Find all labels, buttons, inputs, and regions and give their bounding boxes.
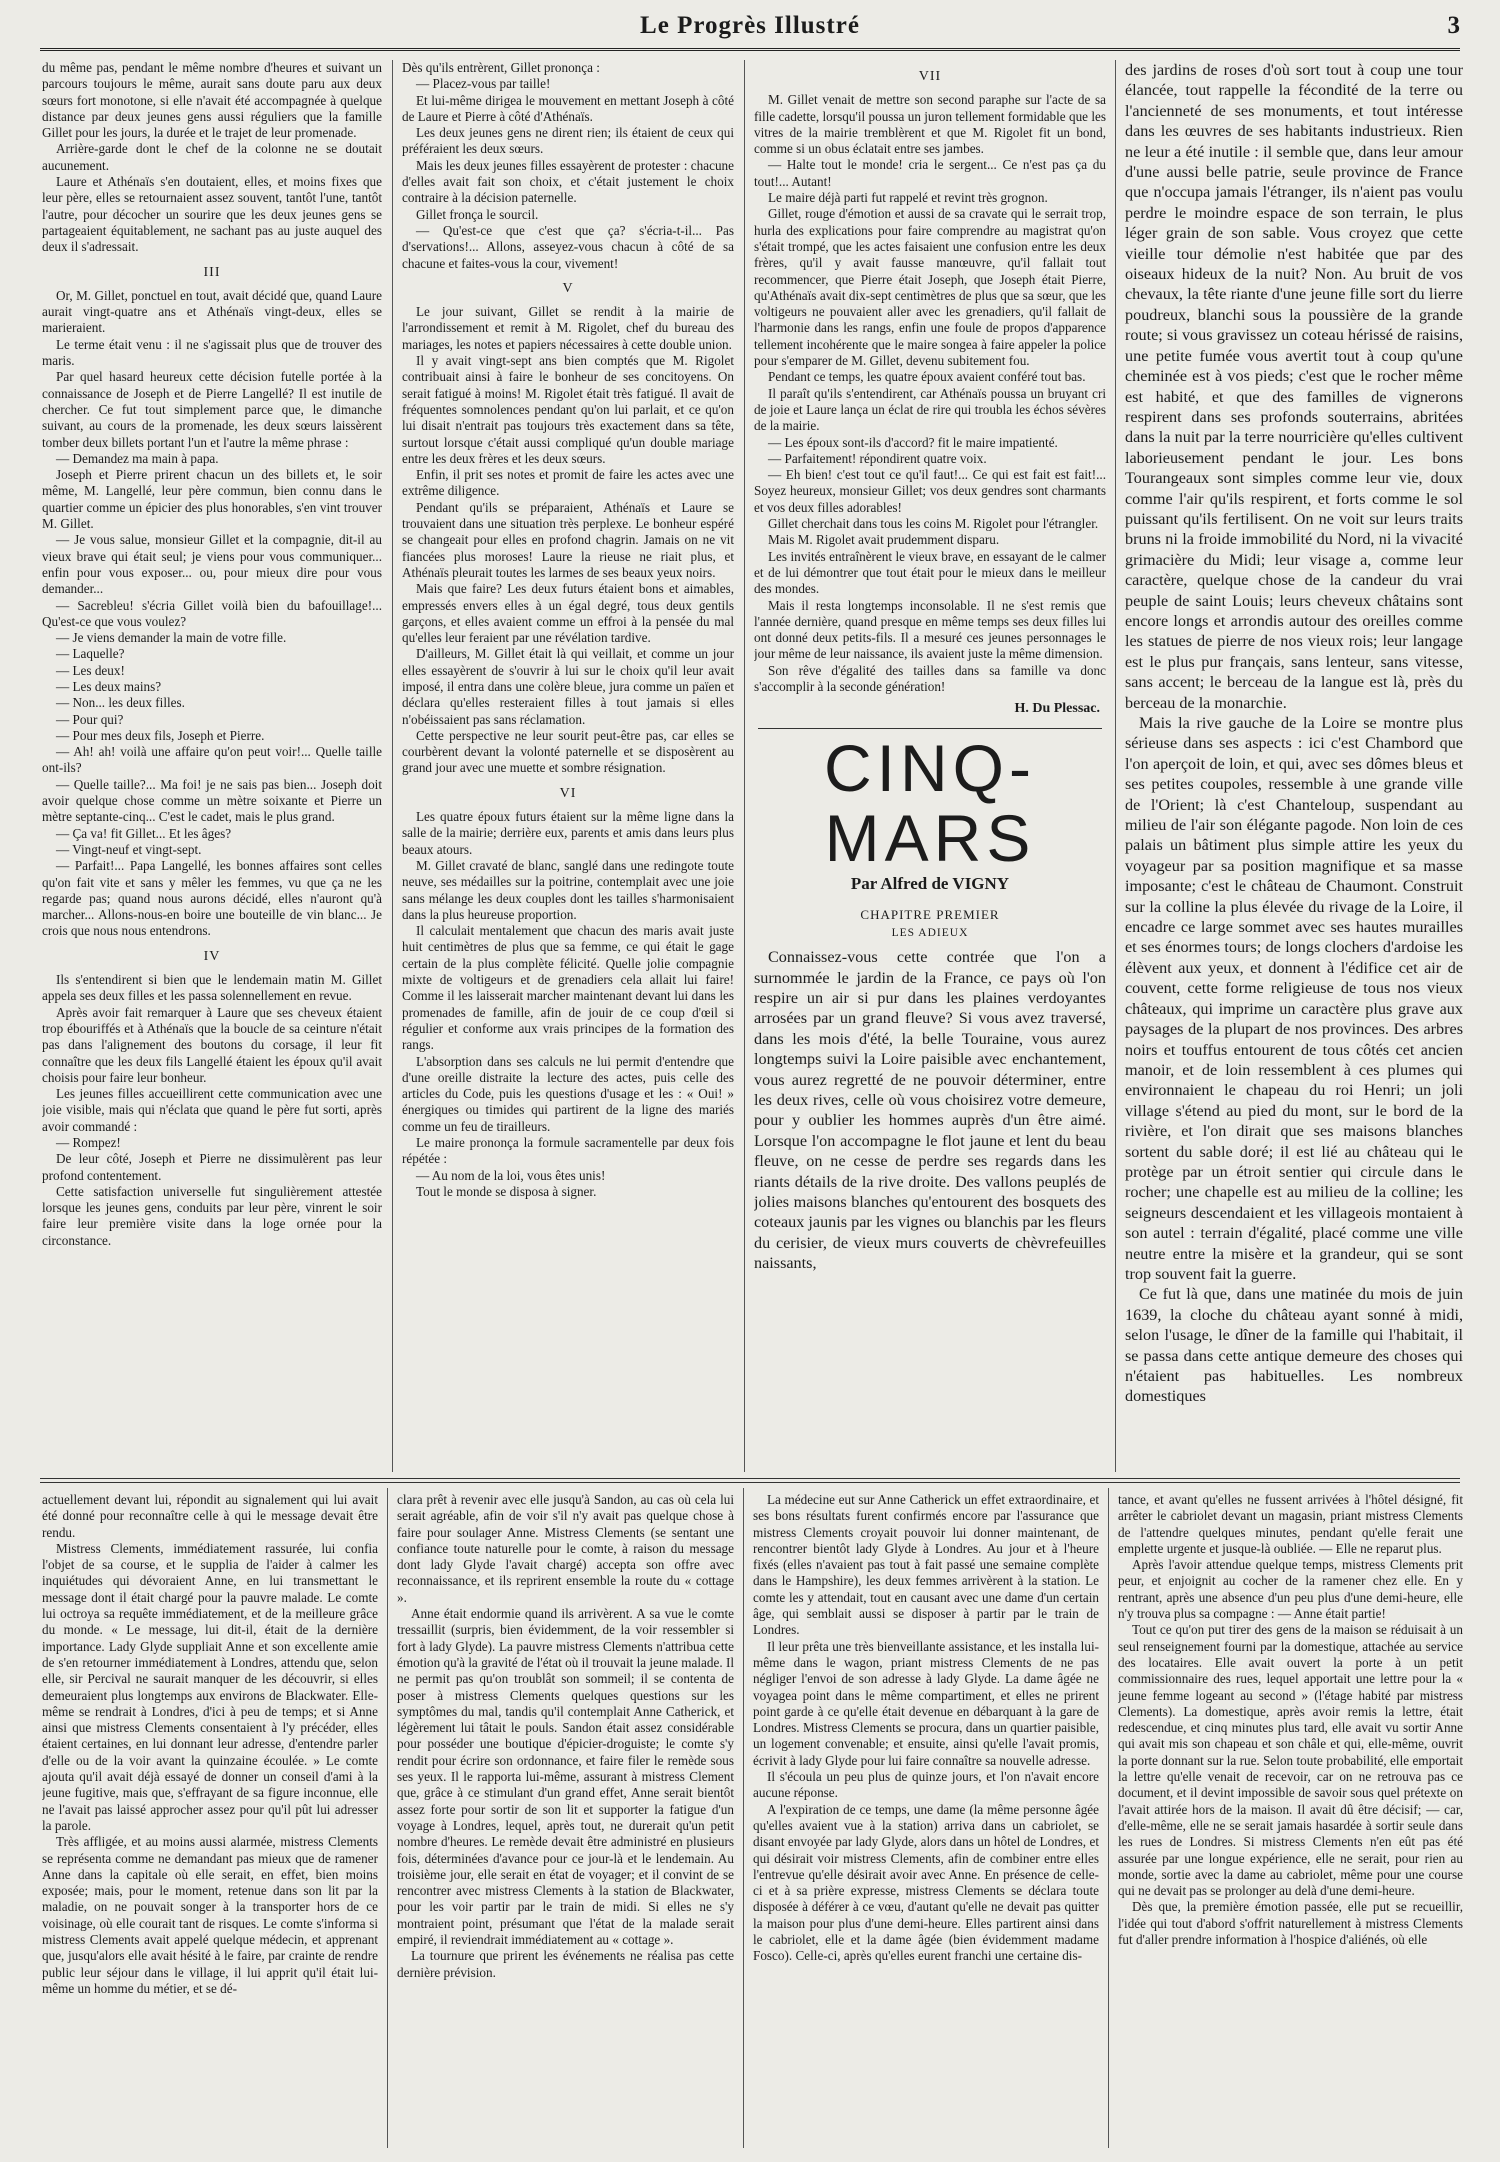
paragraph: Il leur prêta une très bienveillante assistance, et les installa lui-même dans le wagon, priant mistress Clements de ne pas négliger l'envoi de son adresse à lady Glyde. La dame âgée ne voyagea point dans le même compartiment, et elles ne prirent point garde à ce qu'elle était devenue en débarquant à la gare de Londres. Mistress Clements se procura, dans un quartier paisible, un logement convenable; et ensuite, ainsi qu'elle l'avait promis, écrivit à lady Glyde pour lui faire connaître sa nouvelle adresse. bbox=[753, 1638, 1099, 1768]
column-rule bbox=[1115, 60, 1116, 1472]
section-separator bbox=[40, 1478, 1460, 1483]
paragraph: — Laquelle? bbox=[56, 646, 125, 662]
paragraph: Ce fut là que, dans une matinée du mois de juin 1639, la cloche du château ayant sonné à midi, selon l'usage, le dîner de la famille qui l'habitait, il se passa dans cette antique demeure des choses qui n'étaient pas habituelles. Les nombreux domestiques bbox=[1125, 1285, 1463, 1406]
page-number: 3 bbox=[1447, 12, 1460, 39]
paragraph: Les deux jeunes gens ne dirent rien; ils étaient de ceux qui préféraient les deux sœurs. bbox=[402, 125, 734, 157]
paragraph: Tout ce qu'on put tirer des gens de la maison se réduisait à un seul renseignement fourni par la domestique, attachée au service des locataires. Elle avait ouvert la porte à un petit commissionnaire des rues, lequel apportait une lettre pour la « jeune femme logeant au second » (l'étage habité par mistress Clements). La domestique, après avoir remis la lettre, était redescendue, et cinq minutes plus tard, elle avait vu sortir Anne qui avait mis son chapeau et son châle et qui, elle-même, ouvrit la porte donnant sur la rue. Selon toute probabilité, elle emportait la lettre qu'elle venait de recevoir, car on ne retrouva pas ce document, et il devint impossible de savoir sous quel prétexte on l'avait attirée hors de la maison. Il avait dû être décisif; — car, d'elle-même, elle ne se serait jamais hasardée à sortir seule dans les rues de Londres. Si mistress Clements n'en eût pas été assurée par une longue expérience, elle ne serait, pour rien au monde, sortie avec la dame au cabriolet, même pour une course qui ne devait pas se prolonger au delà d'une demi-heure. bbox=[1118, 1622, 1463, 1899]
paragraph: M. Gillet venait de mettre son second paraphe sur l'acte de sa fille cadette, lorsqu'il poussa un juron tellement formidable que les vitres de la mairie tremblèrent et que M. Rigolet fit un bond, comme si un obus éclatait entre ses jambes. bbox=[754, 92, 1106, 157]
paragraph: Mais les deux jeunes filles essayèrent de protester : chacune d'elles avait fait son choix, et c'était justement le choix contraire à la décision paternelle. bbox=[402, 157, 734, 206]
paragraph: — Pour mes deux fils, Joseph et Pierre. bbox=[56, 727, 265, 743]
paragraph: La tournure que prirent les événements ne réalisa pas cette dernière prévision. bbox=[397, 1948, 734, 1980]
story-column-3 bbox=[754, 60, 1106, 1472]
paragraph: Joseph et Pierre prirent chacun un des billets et, le soir même, M. Langellé, leur père commun, bien connu dans le quartier comme un épicier des plus honorables, s'en vint trouver M. Gillet. bbox=[42, 467, 382, 532]
paragraph: Arrière-garde dont le chef de la colonne ne se doutait aucunement. bbox=[42, 141, 382, 173]
paragraph: Dès qu'ils entrèrent, Gillet prononça : bbox=[402, 60, 600, 75]
section-number: VI bbox=[559, 785, 577, 801]
paragraph: La médecine eut sur Anne Catherick un effet extraordinaire, et ses bons résultats furent confirmés encore par l'assurance que mistress Clements croyait pouvoir lui donner maintenant, de rencontrer bientôt lady Glyde à Londres. Au jour et à l'heure fixés (elles n'avaient pas tout à fait passé une semaine complète dans le Hampshire), les deux femmes arrivèrent à la station. Le comte les y attendait, tout en causant avec une dame d'un certain âge, qui semblait aussi se disposer à partir par le train de Londres. bbox=[753, 1492, 1099, 1638]
paragraph: — Parfaitement! répondirent quatre voix. bbox=[768, 450, 987, 466]
paragraph: Mais il resta longtemps inconsolable. Il ne s'est remis que l'année dernière, quand presque en même temps ses deux filles lui ont donné deux petits-fils. Il a mesuré ces jeunes personnages le jour même de leur naissance, ils avaient juste la même dimension. bbox=[754, 597, 1106, 662]
column-rule bbox=[392, 60, 393, 1472]
paragraph: — Demandez ma main à papa. bbox=[56, 450, 219, 466]
section-number: III bbox=[203, 264, 221, 280]
paragraph: — Les deux mains? bbox=[56, 678, 162, 694]
paragraph: A l'expiration de ce temps, une dame (la même personne âgée qu'elles avaient vue à la station) arriva dans un cabriolet, se disant envoyée par lady Glyde, alors dans un hôtel de Londres, et qui désirait voir mistress Clements, afin de combiner entre elles l'entrevue qu'elle désirait avoir avec Anne. En présence de celle-ci et à sa prière expresse, mistress Clements se déclara toute disposée à déférer à ce vœu, d'autant qu'elle ne devait pas quitter la maison pour plus d'une demi-heure. Elles partirent ainsi dans le cabriolet, elle et la dame âgée (bien évidemment madame Fosco). Celle-ci, après qu'elles eurent franchi une certaine dis- bbox=[753, 1801, 1099, 1964]
story-column-2 bbox=[402, 60, 734, 1472]
paragraph: Ils s'entendirent si bien que le lendemain matin M. Gillet appela ses deux filles et les passa solennellement en revue. bbox=[42, 972, 382, 1004]
novel-author: Par Alfred de VIGNY bbox=[850, 873, 1010, 893]
paragraph: actuellement devant lui, répondit au signalement qui lui avait été donné pour reconnaître celle à qui le message devait être rendu. bbox=[42, 1492, 378, 1540]
paragraph: — Je vous salue, monsieur Gillet et la compagnie, dit-il au vieux brave qui était seul; je viens pour vous communiquer... enfin pour vous exposer... ou, pour mieux dire pour vous demander... bbox=[42, 532, 382, 597]
paragraph: — Quelle taille?... Ma foi! je ne sais pas bien... Joseph doit avoir quelque chose comme un mètre soixante et Pierre un mètre septante-cinq... C'est le cadet, mais le plus grand. bbox=[42, 776, 382, 825]
paragraph: Très affligée, et au moins aussi alarmée, mistress Clements se représenta comme ne demandant pas mieux que de ramener Anne dans la capitale où elle serait, en effet, bien moins exposée; mais, pour le moment, retenue dans son lit par la maladie, on ne pouvait songer à la transporter hors de ce voisinage, où elle courait tant de risques. Le comte s'informa si mistress Clements avait appelé quelque médecin, et apprenant que, jusqu'alors elle avait hésité à le faire, par crainte de rendre public leur séjour dans le village, il lui apprit qu'il était lui-même un homme du métier, et se dé- bbox=[42, 1834, 378, 1996]
paragraph: — Eh bien! c'est tout ce qu'il faut!... Ce qui est fait est fait!... Soyez heureux, monsieur Gillet; vos deux gendres sont charmants et vos deux filles adorables! bbox=[754, 467, 1106, 515]
paragraph: Pendant ce temps, les quatre époux avaient conféré tout bas. bbox=[768, 369, 1086, 385]
story-column-1 bbox=[42, 60, 382, 1472]
paragraph: — Ça va! fit Gillet... Et les âges? bbox=[56, 825, 232, 841]
paragraph: tance, et avant qu'elles ne fussent arrivées à l'hôtel désigné, fit arrêter le cabriolet devant un magasin, priant mistress Clements de l'attendre quelques minutes, pendant qu'elle ferait une emplette urgente et jusque-là oubliée. — Elle ne reparut plus. bbox=[1118, 1492, 1463, 1556]
paragraph: Cette perspective ne leur sourit peut-être pas, car elles se courbèrent devant la volonté paternelle et se disposèrent au grand jour avec une muette et sombre résignation. bbox=[402, 727, 734, 776]
paragraph: — Halte tout le monde! cria le sergent... Ce n'est pas ça du tout!... Autant! bbox=[754, 157, 1106, 189]
paragraph: — Au nom de la loi, vous êtes unis! bbox=[416, 1167, 606, 1183]
paragraph: D'ailleurs, M. Gillet était là qui veillait, et comme un jour elles essayèrent de s'ouvrir à lui sur le choix qu'il leur avait imposé, il entra dans une colère bleue, jura comme un païen et déclara qu'elles resteraient filles à tout jamais si elles n'obéissaient pas sans réclamation. bbox=[402, 646, 734, 727]
paragraph: Anne était endormie quand ils arrivèrent. A sa vue le comte tressaillit (surpris, bien évidemment, de la voir ressembler si fort à lady Glyde). La pauvre mistress Clements n'attribua cette émotion qu'à la gravité de l'état où il trouvait la jeune malade. Il ne permit pas qu'on troublât son sommeil; il se contenta de poser à mistress Clements quelques questions sur les symptômes du mal, tandis qu'il contemplait Anne Catherick, et légèrement lui tâtait le pouls. Sandon était assez considérable pour posséder une boutique d'épicier-droguiste; le comte s'y rendit pour écrire son ordonnance, et faire filer le remède sous ses yeux. Il le rapporta lui-même, assurant à mistress Clement que, grâce à ce stimulant d'un grand effet, Anne serait bientôt assez forte pour sortir de son lit et supporter la fatigue d'un voyage à Londres, lequel, après tout, ne durerait qu'un petit nombre d'heures. Le remède devait être administré en plusieurs fois, déterminées d'avance pour ce jour-là et le lendemain. Au troisième jour, elle serait en état de voyager; et il convint de se rencontrer avec mistress Clements à la station de Blackwater, pour les voir partir par le train de midi. Si elles ne s'y montraient point, présumant que l'état de la malade serait empiré, il reviendrait immédiatement au « cottage ». bbox=[397, 1606, 734, 1948]
paragraph: Il y avait vingt-sept ans bien comptés que M. Rigolet contribuait ainsi à faire le bonheur de ses concitoyens. On serait fatigué à moins! M. Rigolet était très fatigué. Il avait de fréquentes somnolences pendant qu'on lui parlait, et ce qu'on lui disait n'entrait pas toujours très exactement dans sa tête, surtout lorsque c'était aussi compliqué qu'un double mariage entre les deux frères et les deux sœurs. bbox=[402, 353, 734, 466]
paragraph: Et lui-même dirigea le mouvement en mettant Joseph à côté de Laure et Pierre à côté d'Athénaïs. bbox=[402, 92, 734, 124]
paragraph: — Sacrebleu! s'écria Gillet voilà bien du bafouillage!... Qu'est-ce que vous voulez? bbox=[42, 597, 382, 629]
paragraph: Le terme était venu : il ne s'agissait plus que de trouver des maris. bbox=[42, 336, 382, 369]
paragraph: — Pour qui? bbox=[56, 711, 124, 727]
paragraph: Mais la rive gauche de la Loire se montre plus sérieuse dans ses aspects : ici c'est Chambord que l'on aperçoit de loin, et qui, avec ses dômes bleus et ses petites coupoles, ressemble à une grande ville de l'Orient; là c'est Chanteloup, suspendant au milieu de l'air son élégante pagode. Non loin de ces palais un bâtiment plus simple attire les yeux du voyageur par sa position magnifique et sa masse imposante; c'est le château de Chaumont. Construit sur la colline la plus élevée du rivage de la Loire, il encadre ce large sommet avec ses hautes murailles et ses énormes tours; de longs clochers d'ardoise les élèvent aux yeux, et donnent à l'édifice cet air de couvent, cette forme religieuse de tous nos vieux châteaux, qui imprime un caractère plus grave aux paysages de la plupart de nos provinces. Des arbres noirs et touffus entourent de tous côtés cet ancien manoir, et de loin ressemblent à ces plumes qui environnaient le chapeau du roi Henri; un joli village s'étend au pied du mont, sur le bord de la rivière, et l'on dirait que ses maisons blanches sortent du sable doré; il est lié au château qui le protège par un étroit sentier qui circule dans le rocher; une chapelle est au milieu de la colline; les seigneurs descendaient et les villageois montaient à son autel : terrain d'égalité, placé comme une ville neutre entre la misère et la grandeur, qui se sont trop souvent fait la guerre. bbox=[1125, 714, 1463, 1283]
paragraph: Les invités entraînèrent le vieux brave, en essayant de le calmer et de lui démontrer que tout était pour le mieux dans le meilleur des mondes. bbox=[754, 548, 1106, 597]
paragraph: Gillet, rouge d'émotion et aussi de sa cravate qui le serrait trop, hurla des explications pour faire comprendre au magistrat qu'on s'était trompé, que les actes faisaient une confusion entre les deux frères, qu'il y avait fausse manœuvre, qu'il fallait tout recommencer, que Pierre était Joseph, que Joseph était Pierre, qu'Athénaïs avait dix-sept centimètres de plus que sa sœur, que les voltigeurs ne pouvaient aller avec les grenadiers, qu'il fallait de l'harmonie dans les rangs, enfin une foule de propos d'apparence tellement incohérente que le maire songea à faire appeler la police pour s'emparer de M. Gillet, devenu subitement fou. bbox=[754, 206, 1106, 369]
paragraph: Après avoir fait remarquer à Laure que ses cheveux étaient trop ébouriffés et à Athénaïs que la boucle de sa ceinture n'était pas dans l'alignement des boutons du corsage, il leur fit connaître que les deux fils Langellé étaient les époux qu'il avait choisis pour faire leur bonheur. bbox=[42, 1004, 382, 1085]
paragraph: clara prêt à revenir avec elle jusqu'à Sandon, au cas où cela lui serait agréable, afin de voir s'il n'y avait pas quelque chose à faire pour soulager Anne. Mistress Clements (se sentant une confiance toute naturelle pour le comte, à raison du message dont lady Glyde l'avait chargé) accepta son offre avec reconnaissance, et ils reprirent ensemble la route du « cottage ». bbox=[397, 1492, 734, 1605]
paragraph: Les quatre époux futurs étaient sur la même ligne dans la salle de la mairie; derrière eux, parents et amis dans leurs plus beaux atours. bbox=[402, 809, 734, 857]
paragraph: Mais M. Rigolet avait prudemment disparu. bbox=[768, 532, 1000, 548]
serial-column-3 bbox=[753, 1492, 1099, 2150]
paragraph: L'absorption dans ses calculs ne lui permit d'entendre que d'une oreille distraite la lecture des actes, puis celle des articles du Code, puis les questions d'usage et les : « Oui! » énergiques ou timides qui partirent de la ligne des mariés comme un feu de tirailleurs. bbox=[402, 1053, 734, 1134]
column-rule bbox=[387, 1488, 388, 2148]
paragraph: Pendant qu'ils se préparaient, Athénaïs et Laure se trouvaient dans une situation très perplexe. Le bonheur espéré se changeait pour elles en profond chagrin. Jamais on ne vit fiancées plus moroses! Laure la rieuse ne riait plus, et Athénaïs pleurait toutes les larmes de ses beaux yeux noirs. bbox=[402, 499, 734, 580]
column-rule bbox=[1108, 1488, 1109, 2148]
paragraph: Mistress Clements, immédiatement rassurée, lui confia l'objet de sa course, et le supplia de l'aider à calmer les inquiétudes qui dévoraient Anne, en lui transmettant le message dont il était chargé pour la pauvre malade. Le comte lui octroya sa requête immédiatement, et de la meilleure grâce du monde. « Le message, lui dit-il, était de la dernière importance. Lady Glyde suppliait Anne et son excellente amie de s'en retourner immédiatement à Londres, attendu que, selon elle, sir Percival ne saurait manquer de les découvrir, si elles demeuraient plus longtemps aux environs de Blackwater. Elle-même se rendrait à Londres, d'ici à peu de temps; et si Anne ainsi que mistress Clements consentaient à l'y précéder, elles étaient certaines, en lui donnant leur adresse, d'entendre parler d'elle ou de la voir avant la quinzaine écoulée. » Le comte ajouta qu'il avait déjà essayé de donner un conseil d'ami à la jeune fugitive, mais que, s'effrayant de sa figure inconnue, elle ne l'avait pas laissé approcher assez pour qu'il pût lui adresser la parole. bbox=[42, 1540, 378, 1833]
paragraph: Les jeunes filles accueillirent cette communication avec une joie visible, mais qui n'éclata que quand le père fut sorti, après avoir commandé : bbox=[42, 1086, 382, 1134]
paragraph: — Je viens demander la main de votre fille. bbox=[56, 630, 287, 646]
paragraph: Or, M. Gillet, ponctuel en tout, avait décidé que, quand Laure aurait vingt-quatre ans et Athénaïs vingt-deux, elles se marieraient. bbox=[42, 287, 382, 336]
paragraph: Le maire déjà parti fut rappelé et revint très grognon. bbox=[768, 190, 1048, 206]
chapter-title: CHAPITRE PREMIER bbox=[860, 906, 1000, 922]
novel-column-4 bbox=[1125, 60, 1463, 1472]
paragraph: Le jour suivant, Gillet se rendit à la mairie de l'arrondissement et remit à M. Rigolet, chef du bureau des mariages, les notes et papiers nécessaires à cette double union. bbox=[402, 304, 734, 352]
paragraph: des jardins de roses d'où sort tout à coup une tour élancée, tout rappelle la fécondité de la terre ou l'ancienneté de ses monuments, et tout intéresse dans les œuvres de ses habitants industrieux. Rien ne leur a été inutile : il semble que, dans leur amour d'une aussi belle patrie, seule province de France que n'occupa jamais l'étranger, ils n'aient pas voulu perdre le moindre espace de son terrain, le plus léger grain de son sable. Vous croyez que cette vieille tour démolie n'est habitée que par des oiseaux hideux de la nuit? Non. Au bruit de vos chevaux, la tête riante d'une jeune fille sort du lierre poudreux, blanchi sous la poussière de la grande route; si vous gravissez un coteau hérissé de raisins, une petite fumée vous avertit tout à coup qu'une cheminée est à vos pieds; c'est que le rocher même est habité, et que des familles de vignerons respirent dans ses profonds souterrains, abritées dans la nuit par la terre nourricière qu'elles cultivent laborieusement pendant le jour. Les bons Tourangeaux sont simples comme leur vie, doux comme l'air qu'ils respirent, et forts comme le sol puissant qu'ils fertilisent. On ne voit sur leurs traits bruns ni la froide immobilité du Nord, ni la vivacité grimacière du Midi; leur visage a, comme leur caractère, quelque chose de la candeur du vrai peuple de saint Louis; leurs cheveux châtains sont encore longs et arrondis autour des oreilles comme les statues de pierre de nos vieux rois; leur langage est le plus pur français, sans lenteur, sans vitesse, sans accent; le berceau de la langue est là, près du berceau de la monarchie. bbox=[1125, 61, 1463, 712]
serial-column-2 bbox=[397, 1492, 734, 2150]
column-rule bbox=[744, 60, 745, 1472]
serial-column-4 bbox=[1118, 1492, 1463, 2150]
paragraph: Il calculait mentalement que chacun des maris avait juste huit centimètres de plus que sa femme, ce qui était le gage certain de la plus complète félicité. Quelle jolie compagnie mixte de voltigeurs et de grenadiers cela allait lui faire! Comme il les laisserait marcher maintenant devant lui dans les promenades de famille, afin de jouir de ce coup d'œil si régulier et conforme aux vrais principes de la formation des rangs. bbox=[402, 923, 734, 1053]
paragraph: — Rompez! bbox=[56, 1135, 121, 1150]
paragraph: — Qu'est-ce que c'est que ça? s'écria-t-il... Pas d'servations!... Allons, asseyez-vous chacun à côté de sa chacune et faites-vous la cour, vivement! bbox=[402, 222, 734, 271]
paragraph: Il s'écoula un peu plus de quinze jours, et l'on n'avait encore aucune réponse. bbox=[753, 1769, 1099, 1801]
paragraph: Gillet fronça le sourcil. bbox=[416, 206, 539, 222]
paragraph: Cette satisfaction universelle fut singulièrement attestée lorsque les jeunes gens, conduits par leur père, vinrent le soir faire leur première visite dans la loge ornée pour la circonstance. bbox=[42, 1183, 382, 1248]
paragraph: Gillet cherchait dans tous les coins M. Rigolet pour l'étrangler. bbox=[768, 516, 1099, 532]
paragraph: — Les époux sont-ils d'accord? fit le maire impatienté. bbox=[768, 434, 1058, 450]
paragraph: — Parfait!... Papa Langellé, les bonnes affaires sont celles qu'on fait vite et sans y mêler les femmes, vu que ça ne les regarde pas; quand nous aurons décidé, elles n'auront qu'à marcher... Allons-nous-en boire une bouteille de vin blanc... Je crois que nous nous entendrons. bbox=[42, 858, 382, 939]
column-rule bbox=[743, 1488, 744, 2148]
paragraph: Par quel hasard heureux cette décision futelle portée à la connaissance de Joseph et de Pierre Langellé? Il est inutile de chercher. Ce fut tout simplement parce que, le dimanche suivant, au cours de la promenade, les deux sœurs laissèrent tomber deux billets portant l'un et l'autre la même phrase : bbox=[42, 369, 382, 450]
section-number: VII bbox=[918, 69, 942, 84]
paragraph: Laure et Athénaïs s'en doutaient, elles, et moins fixes que leur père, elles se retournaient assez souvent, tantôt l'une, tantôt l'autre, pour décocher un sourire que les deux jeunes gens se partageaient équitablement, ne sachant pas au juste auquel des deux il s'adressait. bbox=[42, 174, 382, 255]
section-number: V bbox=[562, 280, 574, 296]
paragraph: Connaissez-vous cette contrée que l'on a surnommée le jardin de la France, ce pays où l'on respire un air si pur dans les plaines verdoyantes arrosées par un grand fleuve? Si vous avez traversé, dans les mois d'été, la belle Touraine, vous aurez longtemps suivi la Loire paisible avec enchantement, vous aurez regretté de ne pouvoir déterminer, entre les deux rives, celle où vous choisirez votre demeure, pour y oublier les hommes auprès d'un être aimé. Lorsque l'on accompagne le flot jaune et lent du beau fleuve, on ne cesse de perdre ses regards dans les riants détails de la rive droite. Des vallons peuplés de jolies maisons blanches qu'entourent des bosquets des coteaux jaunis par les vignes ou blanchis par les fleurs du cerisier, de vieux murs couverts de chèvrefeuilles naissants, bbox=[754, 948, 1106, 1273]
paragraph: — Placez-vous par taille! bbox=[416, 76, 551, 92]
paragraph: Le maire prononça la formule sacramentelle par deux fois répétée : bbox=[402, 1135, 734, 1167]
paragraph: — Vingt-neuf et vingt-sept. bbox=[56, 841, 202, 857]
paragraph: Il paraît qu'ils s'entendirent, car Athénaïs poussa un bruyant cri de joie et Laure lança un éclat de rire qui troubla les échos sévères de la mairie. bbox=[754, 385, 1106, 434]
masthead-title: Le Progrès Illustré bbox=[640, 12, 860, 39]
paragraph: Tout le monde se disposa à signer. bbox=[416, 1183, 597, 1199]
paragraph: M. Gillet cravaté de blanc, sanglé dans une redingote toute neuve, ses médailles sur la poitrine, contemplait avec une joie sans mélange les deux couples dont les tailles s'harmonisaient dans la plus heureuse proportion. bbox=[402, 857, 734, 922]
chapter-subtitle: LES ADIEUX bbox=[891, 926, 969, 939]
paragraph: Après l'avoir attendue quelque temps, mistress Clements prit peur, et enjoignit au cocher de la ramener chez elle. En y rentrant, après une absence d'un peu plus d'une demi-heure, elle n'y trouva plus sa compagne : — Anne était partie! bbox=[1118, 1557, 1463, 1622]
paragraph: Dès que, la première émotion passée, elle put se recueillir, l'idée qui tout d'abord s'offrit naturellement à mistress Clements fut d'aller prendre information à l'hospice d'aliénés, où elle bbox=[1118, 1899, 1463, 1948]
page-header bbox=[40, 8, 1460, 51]
section-number: IV bbox=[203, 948, 221, 964]
paragraph: — Ah! ah! voilà une affaire qu'on peut voir!... Quelle taille ont-ils? bbox=[42, 744, 382, 776]
serial-column-1 bbox=[42, 1492, 378, 2150]
paragraph: Mais que faire? Les deux futurs étaient bons et aimables, empressés envers elles à un égal degré, tous deux gentils garçons, et elles avaient comme un effroi à la pensée du mal qu'elles leur feraient par une révélation tardive. bbox=[402, 581, 734, 646]
novel-title: CINQ-MARS bbox=[824, 730, 1036, 875]
paragraph: Son rêve d'égalité des tailles dans sa famille va donc s'accomplir à la seconde génération! bbox=[754, 662, 1106, 694]
story-author: H. Du Plessac. bbox=[1014, 701, 1100, 717]
paragraph: De leur côté, Joseph et Pierre ne dissimulèrent pas leur profond contentement. bbox=[42, 1151, 382, 1183]
paragraph: — Non... les deux filles. bbox=[56, 695, 185, 711]
paragraph: Enfin, il prit ses notes et promit de faire les actes avec une extrême diligence. bbox=[402, 467, 734, 499]
paragraph: — Les deux! bbox=[56, 662, 125, 678]
paragraph: du même pas, pendant le même nombre d'heures et suivant un parcours toujours le même, aurait sans doute paru aux deux sœurs fort monotone, si elle n'avait été accompagnée à quelque distance par deux jeunes gens aussi réguliers que la famille Gillet pour les jours, la durée et le trajet de leur promenade. bbox=[42, 60, 382, 141]
